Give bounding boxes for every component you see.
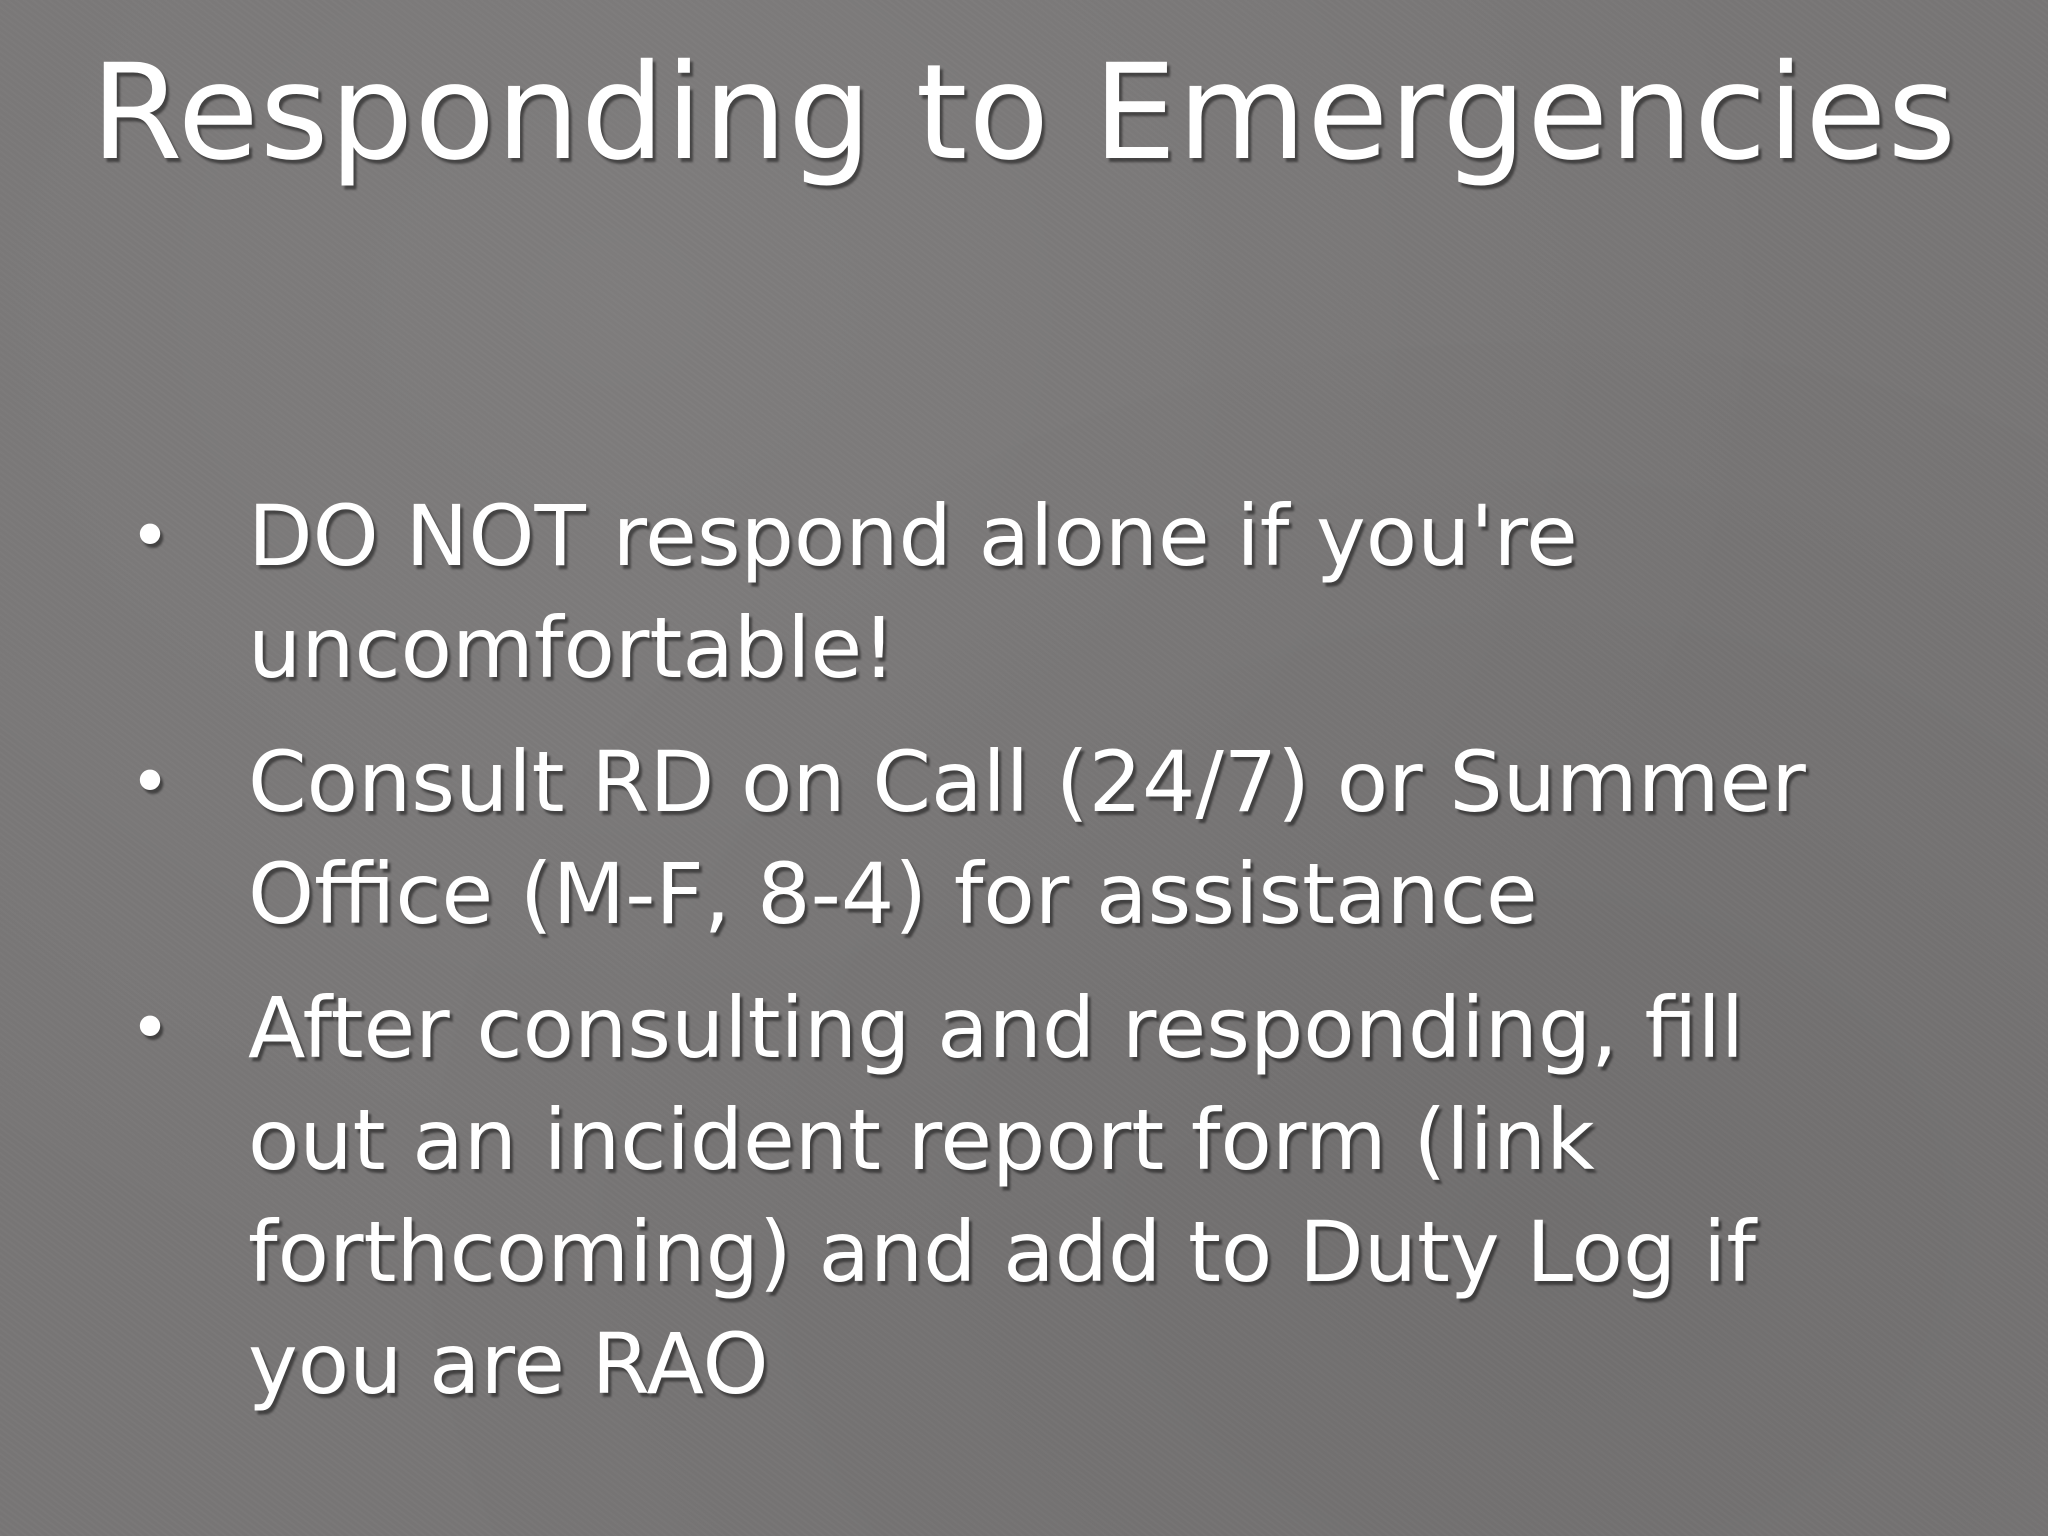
slide-title: Responding to Emergencies (90, 36, 1958, 190)
bullet-text: Consult RD on Call (24/7) or Summer Office (M-F, 8-4) for assistance (248, 733, 1806, 943)
bullet-item-2 (120, 726, 1820, 950)
bullet-dot-icon: • (129, 495, 171, 577)
bullet-dot-icon: • (129, 987, 171, 1069)
bullet-text: After consulting and responding, fill out an incident report form (link forthcoming) and add to Duty Log if you are RAO (248, 979, 1756, 1413)
bullet-item-1 (120, 480, 1820, 704)
bullet-list (120, 480, 1820, 1442)
bullet-dot-icon: • (129, 741, 171, 823)
bullet-text: DO NOT respond alone if you're uncomfortable! (248, 487, 1578, 697)
bullet-item-3 (120, 972, 1820, 1420)
